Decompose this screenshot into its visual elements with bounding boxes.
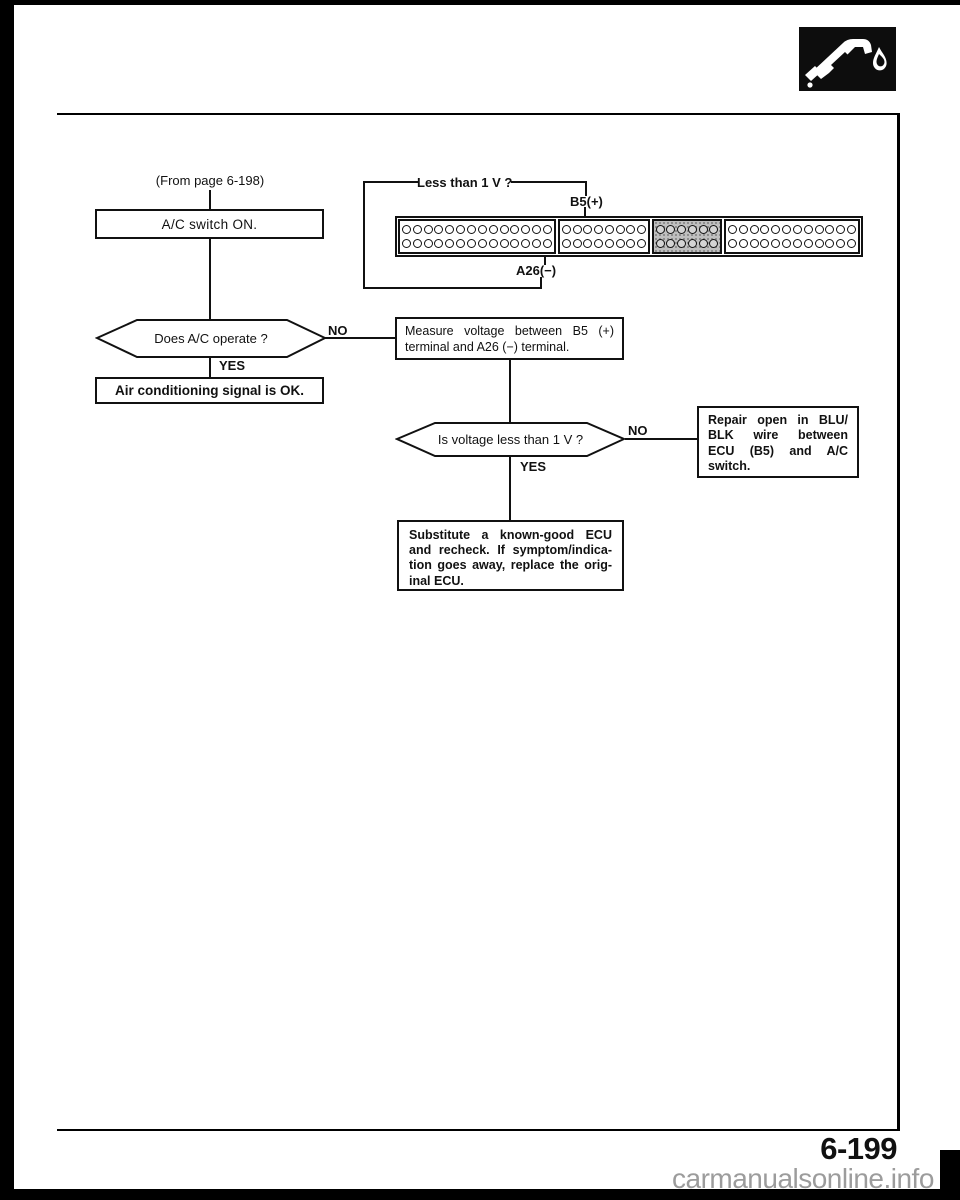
connector-pin: [616, 225, 625, 234]
connector-pin-row: [560, 239, 648, 248]
connector-pin-row: [726, 225, 858, 234]
connector-pin: [637, 225, 646, 234]
connector-pin: [815, 239, 824, 248]
repair-line: BLK wire between: [708, 428, 848, 443]
connector-pin: [677, 225, 686, 234]
connector-pin: [573, 225, 582, 234]
connector-pin: [434, 225, 443, 234]
connector-pin: [478, 239, 487, 248]
connector-pin: [688, 225, 697, 234]
connector-pin: [750, 239, 759, 248]
connector-pin: [750, 225, 759, 234]
flow-line: [509, 358, 511, 422]
content-border-box: [57, 113, 900, 1131]
yes-label-2: YES: [520, 459, 547, 474]
connector-pin: [489, 225, 498, 234]
connector-pin: [836, 225, 845, 234]
flow-line: [209, 237, 211, 320]
connector-pin: [677, 239, 686, 248]
connector-pin: [815, 225, 824, 234]
connector-pin: [782, 239, 791, 248]
connector-pin: [836, 239, 845, 248]
repair-open-box: [697, 406, 859, 478]
connector-pin-row: [726, 239, 858, 248]
connector-pin-row: [654, 239, 720, 248]
bracket-line: [540, 277, 542, 289]
connector-pin: [500, 225, 509, 234]
connector-segment: [652, 219, 722, 254]
decision-2-question: Is voltage less than 1 V ?: [437, 432, 584, 447]
connector-pin: [573, 239, 582, 248]
connector-pin: [413, 225, 422, 234]
fuel-pump-icon: [799, 27, 896, 91]
scan-edge-left: [0, 0, 14, 1200]
connector-pin: [739, 239, 748, 248]
connector-pin: [605, 239, 614, 248]
bracket-line: [363, 287, 542, 289]
connector-pin: [699, 239, 708, 248]
connector-pin: [402, 225, 411, 234]
decision-does-ac-operate: [95, 318, 327, 359]
connector-pin: [543, 239, 552, 248]
connector-pin: [793, 225, 802, 234]
connector-pin-row: [400, 225, 554, 234]
connector-pin: [760, 239, 769, 248]
connector-pin: [728, 225, 737, 234]
decision-voltage-less-1v: [395, 421, 626, 458]
ecu-connector: [395, 216, 863, 257]
connector-segment: [558, 219, 650, 254]
connector-pin: [728, 239, 737, 248]
repair-line: switch.: [708, 458, 751, 473]
watermark: carmanualsonline.info: [672, 1163, 934, 1194]
substitute-line: tion goes away, replace the orig-: [409, 558, 612, 573]
connector-pin: [510, 239, 519, 248]
from-page-label: (From page 6-198): [155, 173, 265, 188]
connector-pin: [688, 239, 697, 248]
connector-pin: [825, 225, 834, 234]
flow-line-yes-2: [509, 456, 511, 521]
connector-pin: [456, 225, 465, 234]
connector-pin: [594, 239, 603, 248]
connector-pin: [424, 225, 433, 234]
connector-pin: [434, 239, 443, 248]
connector-pin: [532, 239, 541, 248]
substitute-ecu-box: [397, 520, 624, 591]
connector-pin: [467, 239, 476, 248]
measure-voltage-box: [395, 317, 624, 360]
b5-terminal-label: B5(+): [570, 194, 603, 209]
connector-pin: [583, 239, 592, 248]
connector-pin: [782, 225, 791, 234]
substitute-line: inal ECU.: [409, 573, 464, 588]
page-number: 6-199: [820, 1131, 897, 1166]
bracket-line: [363, 181, 418, 183]
connector-pin: [402, 239, 411, 248]
yes-label-1: YES: [219, 358, 246, 373]
substitute-line: Substitute a known-good ECU: [409, 528, 612, 542]
connector-segment: [398, 219, 556, 254]
less-than-1v-label: Less than 1 V ?: [417, 175, 513, 190]
measure-voltage-line: Measure voltage between B5 (+): [405, 324, 614, 338]
connector-pin: [424, 239, 433, 248]
scan-edge-corner: [940, 1150, 960, 1200]
connector-pin: [445, 239, 454, 248]
repair-line: ECU (B5) and A/C: [708, 443, 848, 458]
connector-pin: [413, 239, 422, 248]
connector-pin: [804, 225, 813, 234]
repair-line: Repair open in BLU/: [708, 413, 848, 427]
flow-line: [209, 190, 211, 209]
ac-signal-ok-label: Air conditioning signal is OK.: [114, 383, 304, 398]
connector-pin: [467, 225, 476, 234]
connector-pin: [521, 239, 530, 248]
a26-terminal-label: A26(−): [516, 263, 557, 278]
connector-pin: [760, 225, 769, 234]
connector-pin: [562, 239, 571, 248]
connector-pin: [616, 239, 625, 248]
connector-pin: [637, 239, 646, 248]
no-label-2: NO: [628, 423, 648, 438]
connector-pin: [594, 225, 603, 234]
connector-pin: [847, 225, 856, 234]
connector-pin: [656, 239, 665, 248]
connector-segment: [724, 219, 860, 254]
connector-pin: [532, 225, 541, 234]
connector-pin: [543, 225, 552, 234]
connector-pin: [478, 225, 487, 234]
connector-pin: [709, 225, 718, 234]
scan-edge-top: [0, 0, 960, 5]
bracket-line: [363, 181, 365, 289]
connector-pin: [709, 239, 718, 248]
connector-pin: [626, 225, 635, 234]
measure-voltage-line: terminal and A26 (−) terminal.: [405, 339, 570, 354]
connector-pin: [771, 225, 780, 234]
connector-pin: [771, 239, 780, 248]
bracket-line: [511, 181, 587, 183]
connector-pin-row: [654, 225, 720, 234]
connector-pin: [804, 239, 813, 248]
connector-pin: [699, 225, 708, 234]
connector-pin: [739, 225, 748, 234]
connector-pin: [847, 239, 856, 248]
connector-pin: [583, 225, 592, 234]
ac-signal-ok-box: [95, 377, 324, 404]
connector-pin: [489, 239, 498, 248]
decision-1-question: Does A/C operate ?: [154, 331, 268, 346]
flow-line-no-2: [625, 438, 698, 440]
connector-pin: [666, 225, 675, 234]
no-label-1: NO: [328, 323, 348, 338]
connector-pin: [562, 225, 571, 234]
ac-switch-on-label: A/C switch ON.: [161, 216, 258, 232]
connector-pin: [500, 239, 509, 248]
connector-pin: [456, 239, 465, 248]
connector-pin: [666, 239, 675, 248]
connector-pin: [626, 239, 635, 248]
connector-pin: [656, 225, 665, 234]
connector-pin: [605, 225, 614, 234]
connector-pin: [445, 225, 454, 234]
flow-line-yes-1: [209, 357, 211, 378]
connector-pin-row: [400, 239, 554, 248]
connector-pin: [510, 225, 519, 234]
connector-pin: [825, 239, 834, 248]
connector-pin: [793, 239, 802, 248]
connector-pin-row: [560, 225, 648, 234]
connector-pin: [521, 225, 530, 234]
substitute-line: and recheck. If symptom/indica-: [409, 543, 612, 558]
ac-switch-on-box: [95, 209, 324, 239]
